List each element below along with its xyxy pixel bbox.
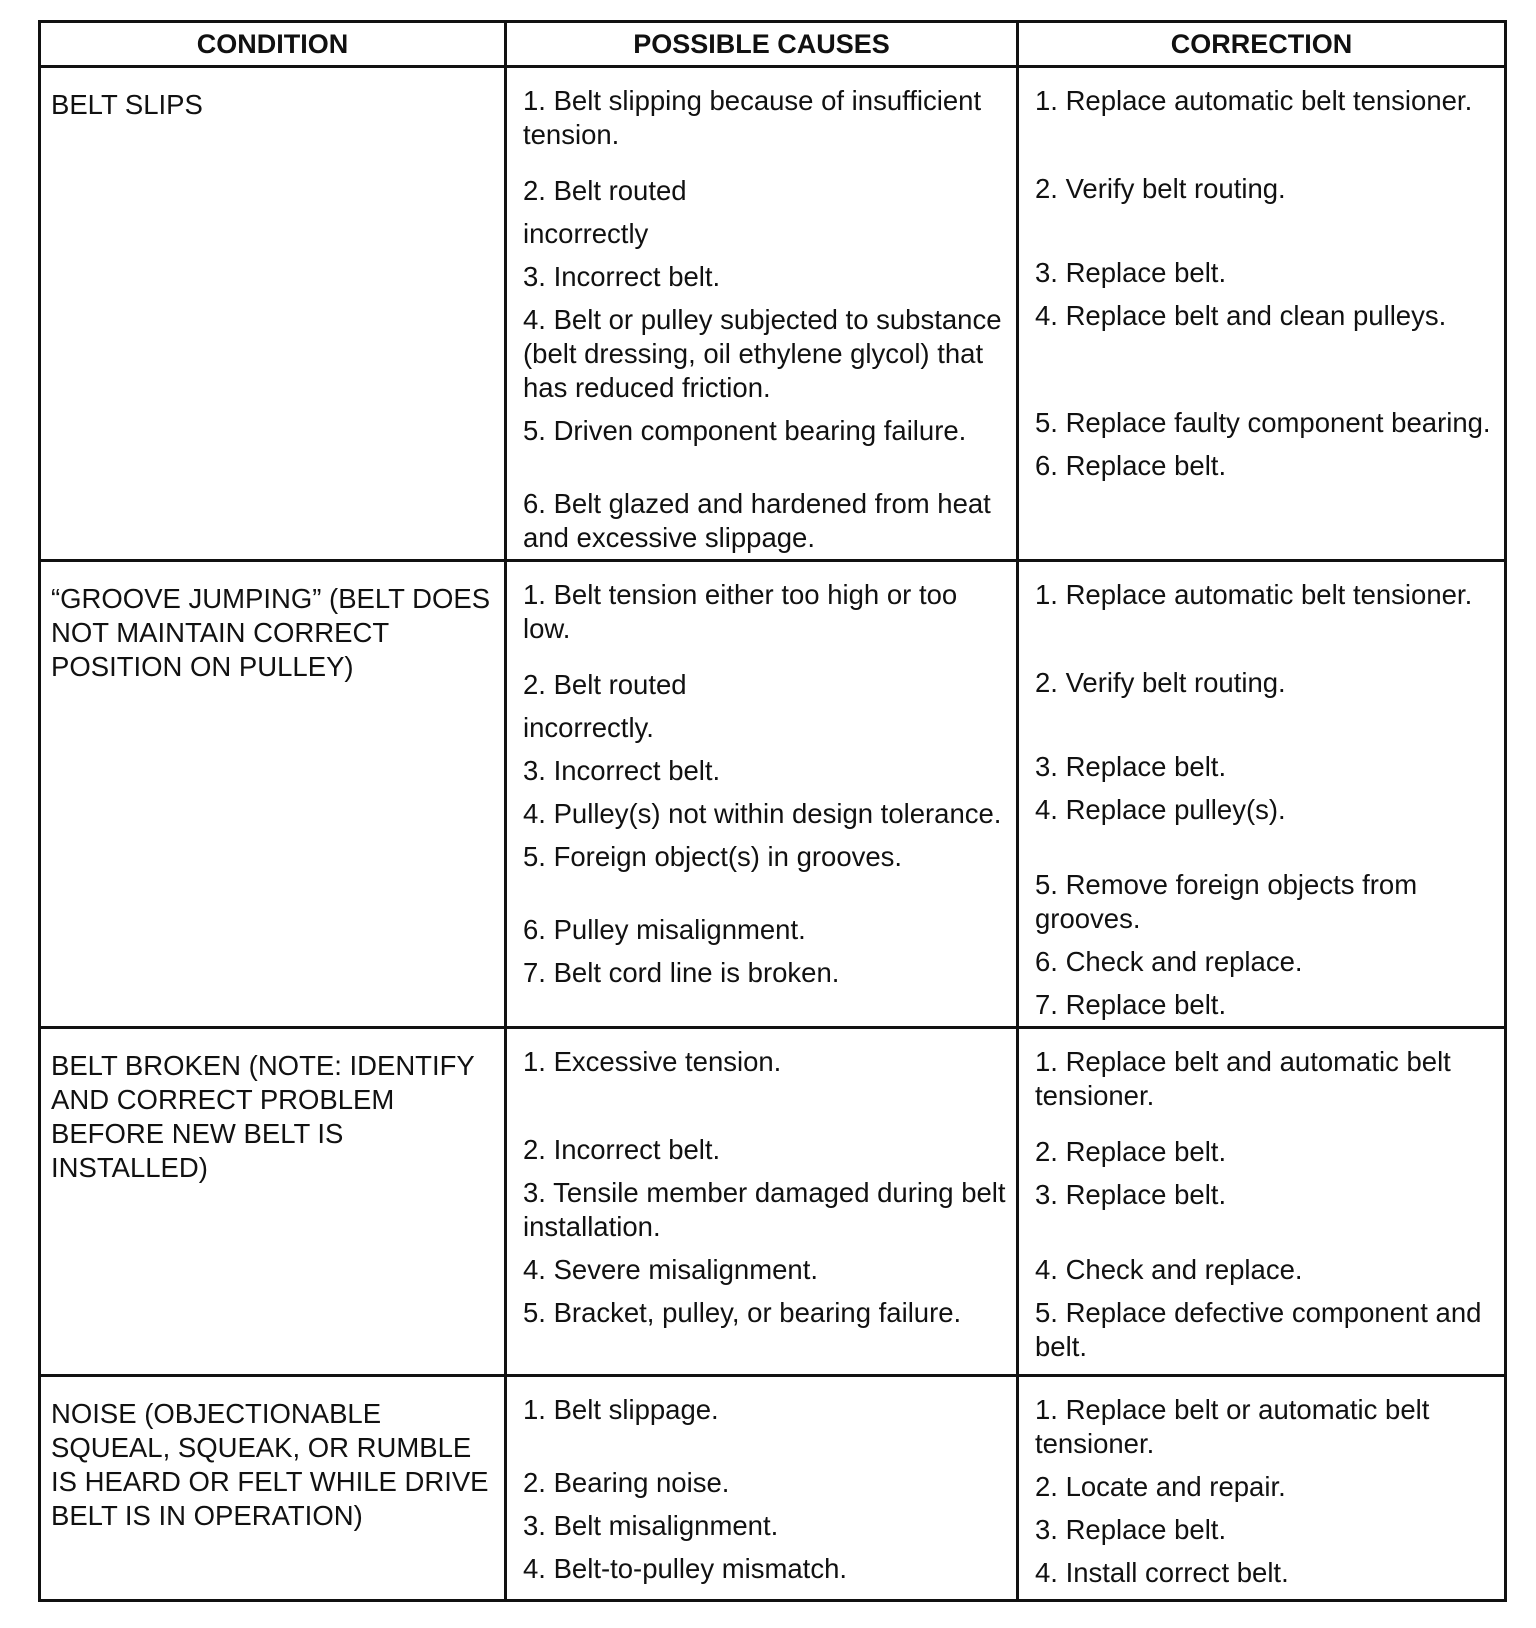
- correction-item: 3. Replace belt.: [1035, 257, 1227, 288]
- cause-item: 3. Incorrect belt.: [523, 755, 721, 786]
- header-possible-causes: POSSIBLE CAUSES: [506, 22, 1018, 67]
- cause-item: 4. Belt-to-pulley mismatch.: [523, 1553, 847, 1584]
- causes-cell: [506, 1028, 1018, 1376]
- correction-item: 1. Replace belt and automatic belt tensioner.: [1035, 1046, 1451, 1111]
- condition-cell: BELT BROKEN (NOTE: IDENTIFY AND CORRECT PROBLEM BEFORE NEW BELT IS INSTALLED): [40, 1028, 506, 1376]
- correction-item: 2. Locate and repair.: [1035, 1471, 1286, 1502]
- correction-item: 5. Replace defective component and belt.: [1035, 1297, 1482, 1362]
- cause-item: 4. Belt or pulley subjected to substance (belt dressing, oil ethylene glycol) that has reduced friction.: [523, 304, 1002, 403]
- correction-item: 1. Replace automatic belt tensioner.: [1035, 85, 1473, 116]
- correction-item: 4. Install correct belt.: [1035, 1557, 1289, 1588]
- cause-item: incorrectly: [523, 218, 649, 249]
- cause-item: incorrectly.: [523, 712, 654, 743]
- cause-item: 1. Belt tension either too high or too low.: [523, 579, 958, 644]
- corrections-cell: [1018, 561, 1506, 1028]
- correction-item: 6. Replace belt.: [1035, 450, 1227, 481]
- correction-item: 3. Replace belt.: [1035, 1179, 1227, 1210]
- header-correction: CORRECTION: [1018, 22, 1506, 67]
- correction-item: 4. Check and replace.: [1035, 1254, 1303, 1285]
- cause-item: 2. Belt routed: [523, 669, 687, 700]
- diagnosis-table: [38, 20, 1507, 1602]
- correction-item: 3. Replace belt.: [1035, 1514, 1227, 1545]
- cause-item: 3. Belt misalignment.: [523, 1510, 779, 1541]
- correction-item: 6. Check and replace.: [1035, 946, 1303, 977]
- cause-item: 5. Foreign object(s) in grooves.: [523, 841, 903, 872]
- corrections-cell: [1018, 67, 1506, 561]
- cause-item: 5. Driven component bearing failure.: [523, 415, 967, 446]
- cause-item: 2. Belt routed: [523, 175, 687, 206]
- correction-item: 5. Remove foreign objects from grooves.: [1035, 869, 1418, 934]
- corrections-cell: [1018, 1376, 1506, 1601]
- cause-item: 2. Incorrect belt.: [523, 1134, 721, 1165]
- cause-item: 7. Belt cord line is broken.: [523, 957, 840, 988]
- causes-cell: [506, 1376, 1018, 1601]
- correction-item: 1. Replace automatic belt tensioner.: [1035, 579, 1473, 610]
- correction-item: 5. Replace faulty component bearing.: [1035, 407, 1491, 438]
- causes-cell: [506, 67, 1018, 561]
- causes-cell: [506, 561, 1018, 1028]
- correction-item: 7. Replace belt.: [1035, 989, 1227, 1020]
- correction-item: 3. Replace belt.: [1035, 751, 1227, 782]
- correction-item: 2. Verify belt routing.: [1035, 667, 1286, 698]
- table-row: [40, 561, 1506, 1028]
- cause-item: 4. Pulley(s) not within design tolerance.: [523, 798, 1002, 829]
- correction-item: 2. Replace belt.: [1035, 1136, 1227, 1167]
- cause-item: 2. Bearing noise.: [523, 1467, 730, 1498]
- cause-item: 1. Excessive tension.: [523, 1046, 782, 1077]
- correction-item: 4. Replace belt and clean pulleys.: [1035, 300, 1447, 331]
- cause-item: 1. Belt slipping because of insufficient tension.: [523, 85, 982, 150]
- correction-item: 1. Replace belt or automatic belt tensioner.: [1035, 1394, 1430, 1459]
- cause-item: 1. Belt slippage.: [523, 1394, 719, 1425]
- condition-cell: BELT SLIPS: [40, 67, 506, 561]
- table-row: [40, 1376, 1506, 1601]
- cause-item: 6. Pulley misalignment.: [523, 914, 806, 945]
- header-condition: CONDITION: [40, 22, 506, 67]
- correction-item: 2. Verify belt routing.: [1035, 173, 1286, 204]
- correction-item: 4. Replace pulley(s).: [1035, 794, 1286, 825]
- cause-item: 3. Incorrect belt.: [523, 261, 721, 292]
- table-row: [40, 1028, 1506, 1376]
- table-header-row: [40, 22, 1506, 67]
- table-row: [40, 67, 1506, 561]
- condition-cell: NOISE (OBJECTIONABLE SQUEAL, SQUEAK, OR RUMBLE IS HEARD OR FELT WHILE DRIVE BELT IS IN OPERATION): [40, 1376, 506, 1601]
- condition-cell: “GROOVE JUMPING” (BELT DOES NOT MAINTAIN CORRECT POSITION ON PULLEY): [40, 561, 506, 1028]
- cause-item: 6. Belt glazed and hardened from heat and excessive slippage.: [523, 488, 991, 553]
- cause-item: 5. Bracket, pulley, or bearing failure.: [523, 1297, 962, 1328]
- cause-item: 3. Tensile member damaged during belt installation.: [523, 1177, 1006, 1242]
- corrections-cell: [1018, 1028, 1506, 1376]
- cause-item: 4. Severe misalignment.: [523, 1254, 818, 1285]
